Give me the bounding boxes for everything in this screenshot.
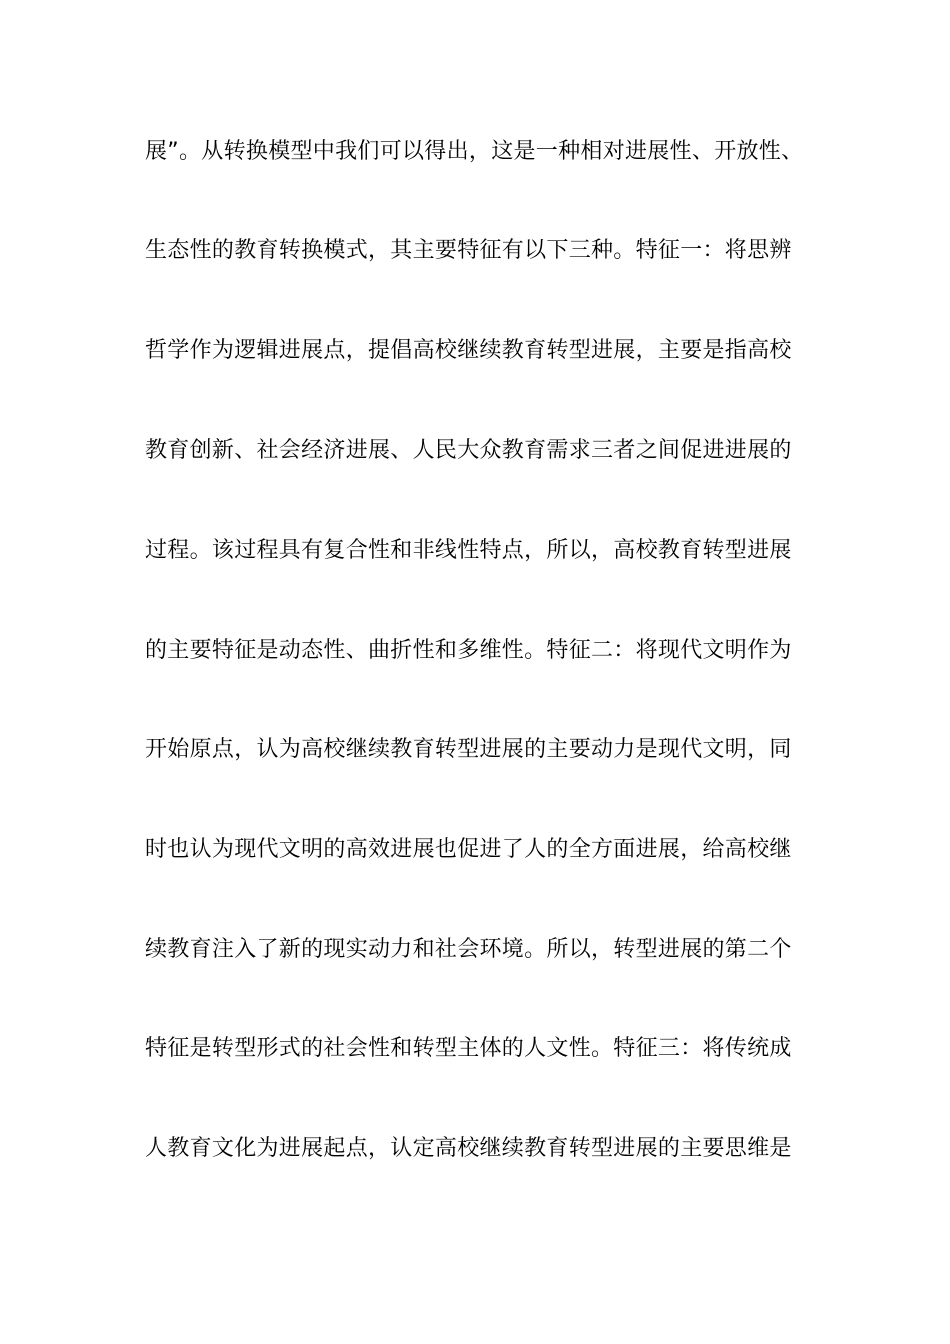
text-line: 生态性的教育转换模式，其主要特征有以下三种。特征一：将思辨 <box>145 238 792 263</box>
text-line: 续教育注入了新的现实动力和社会环境。所以，转型进展的第二个 <box>145 937 792 962</box>
text-line: 过程。该过程具有复合性和非线性特点，所以，高校教育转型进展 <box>145 538 792 563</box>
text-line: 的主要特征是动态性、曲折性和多维性。特征二：将现代文明作为 <box>145 638 792 663</box>
text-line: 哲学作为逻辑进展点，提倡高校继续教育转型进展，主要是指高校 <box>145 338 792 363</box>
text-line: 开始原点，认为高校继续教育转型进展的主要动力是现代文明，同 <box>145 737 792 762</box>
text-line: 展”。从转换模型中我们可以得出，这是一种相对进展性、开放性、 <box>145 139 804 164</box>
text-line: 人教育文化为进展起点，认定高校继续教育转型进展的主要思维是 <box>145 1136 792 1161</box>
text-line: 特征是转型形式的社会性和转型主体的人文性。特征三：将传统成 <box>145 1036 792 1061</box>
text-line: 教育创新、社会经济进展、人民大众教育需求三者之间促进进展的 <box>145 438 792 463</box>
text-line: 时也认为现代文明的高效进展也促进了人的全方面进展，给高校继 <box>145 837 792 862</box>
